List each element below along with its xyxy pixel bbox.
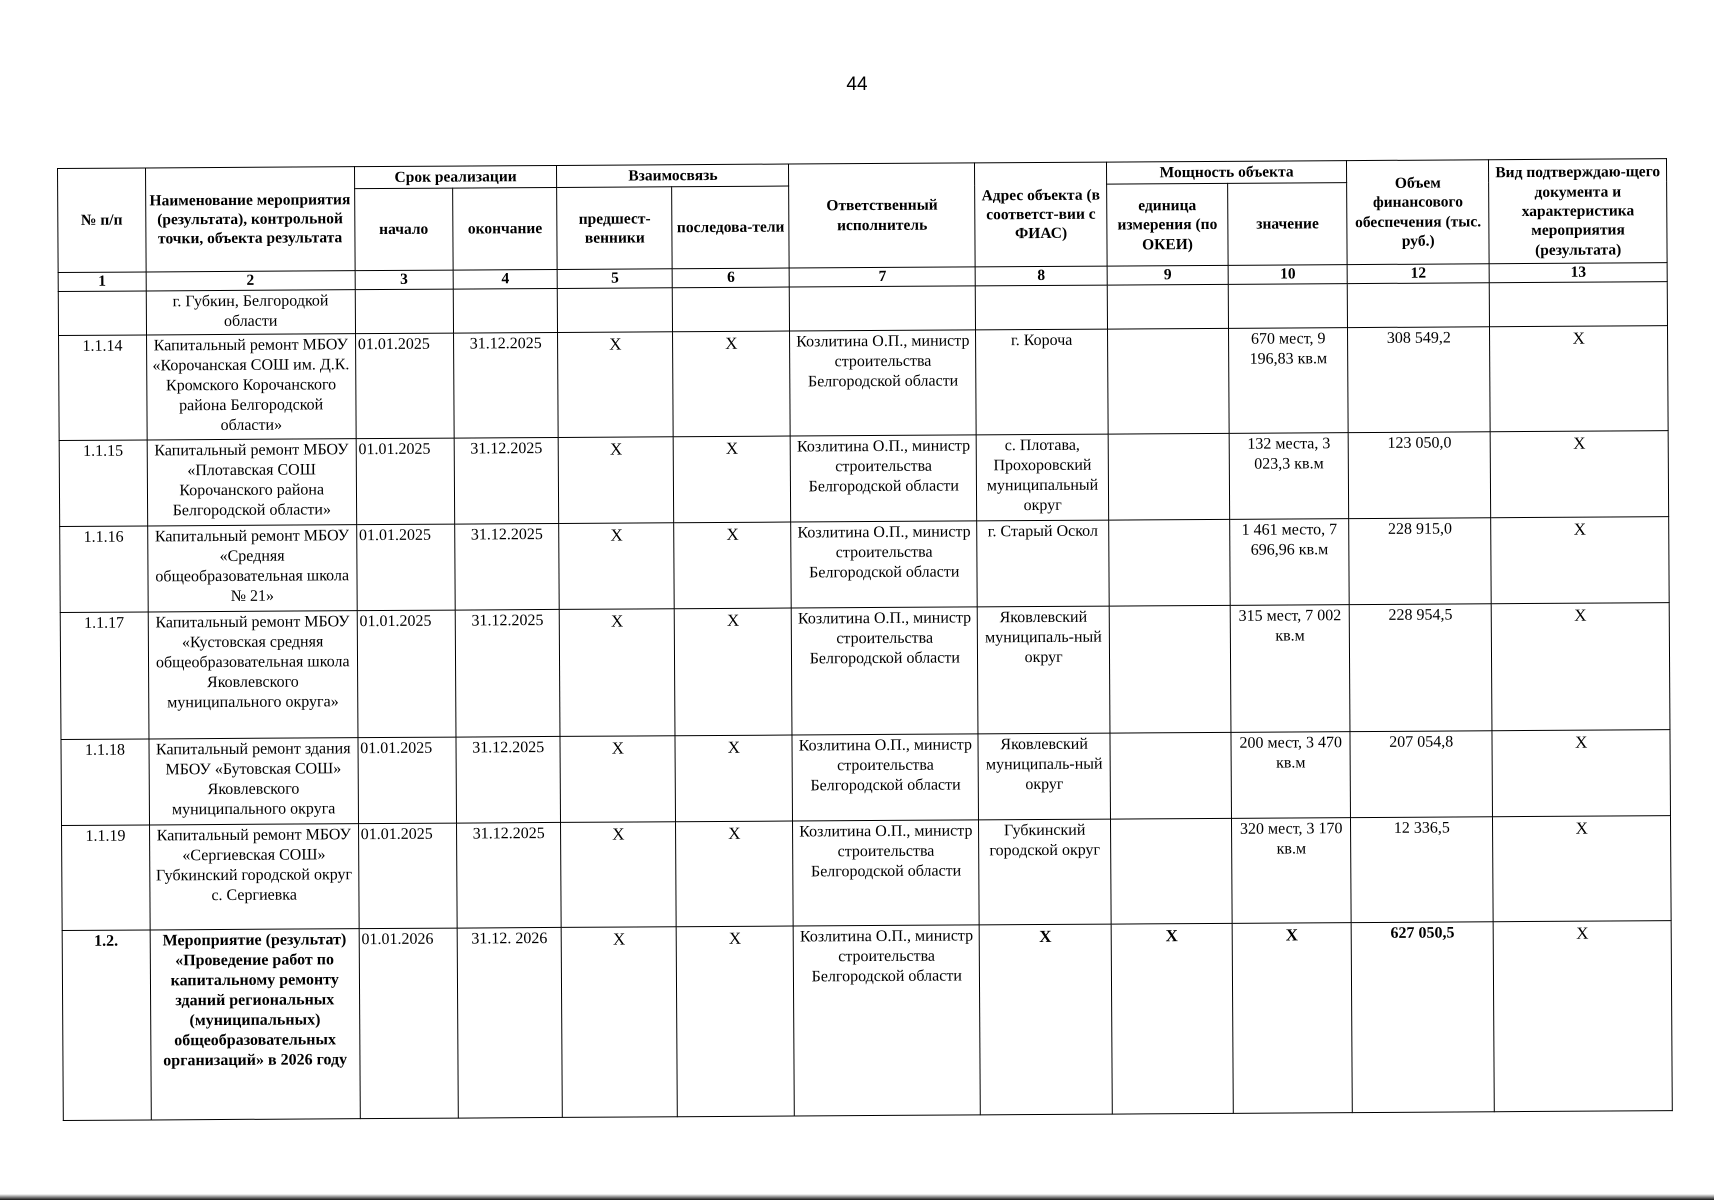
cell-end: 31.12.2025 xyxy=(455,524,560,611)
header-unit: единица измерения (по ОКЕИ) xyxy=(1107,184,1229,267)
header-term: Срок реализации xyxy=(354,165,557,189)
col-number: 9 xyxy=(1107,266,1228,286)
cell-end: 31.12.2025 xyxy=(453,333,558,439)
col-number: 13 xyxy=(1489,263,1667,283)
cell-doc: X xyxy=(1493,921,1672,1112)
col-number: 10 xyxy=(1228,265,1347,285)
cell-finance: 627 050,5 xyxy=(1351,922,1494,1113)
cell-unit xyxy=(1110,819,1232,925)
cell-finance: 207 054,8 xyxy=(1350,731,1493,818)
cell-doc: X xyxy=(1491,603,1669,731)
cell-resp: Козлитина О.П., министр строительства Белгородской области xyxy=(792,734,978,821)
cell-num: 1.1.18 xyxy=(61,739,149,826)
cell-succ: X xyxy=(674,522,792,609)
cell-addr: Губкинский городской округ xyxy=(979,819,1111,925)
header-name: Наименование мероприятия (результата), контрольной точки, объекта результата xyxy=(145,167,355,273)
events-table xyxy=(57,158,1673,1121)
cell-name: г. Губкин, Белгородкой области xyxy=(146,290,355,335)
cell-pred xyxy=(558,288,673,333)
cell-num: 1.2. xyxy=(62,930,151,1121)
cell-addr xyxy=(976,285,1108,330)
cell-start: 01.01.2025 xyxy=(356,438,455,525)
cell-start: 01.01.2025 xyxy=(358,823,457,929)
cell-name: Капитальный ремонт МБОУ «Плотавская СОШ Корочанского района Белгородской области» xyxy=(147,439,356,526)
cell-resp: Козлитина О.П., министр строительства Белгородской области xyxy=(793,820,980,926)
header-doc: Вид подтверждаю-щего документа и характеристика мероприятия (результата) xyxy=(1489,159,1667,264)
cell-start: 01.01.2025 xyxy=(357,610,456,738)
cell-finance xyxy=(1347,283,1489,328)
cell-doc: X xyxy=(1493,816,1671,922)
header-link: Взаимосвязь xyxy=(557,164,789,188)
cell-resp: Козлитина О.П., министр строительства Белгородской области xyxy=(790,435,976,522)
cell-finance: 12 336,5 xyxy=(1351,817,1494,923)
cell-name: Мероприятие (результат) «Проведение работ по капитальному ремонту зданий региональных (муниципальных) общеобразовательных организаций» в 2026 году xyxy=(150,929,360,1120)
cell-end: 31.12.2025 xyxy=(456,737,561,824)
cell-num: 1.1.19 xyxy=(62,825,150,931)
cell-addr: с. Плотава, Прохоровский муниципальный округ xyxy=(976,434,1108,521)
cell-resp: Козлитина О.П., министр строительства Белгородской области xyxy=(793,925,980,1116)
cell-resp: Козлитина О.П., министр строительства Белгородской области xyxy=(791,521,977,608)
header-start: начало xyxy=(354,188,453,271)
header-succ: последова-тели xyxy=(672,186,790,269)
cell-doc: X xyxy=(1490,326,1668,432)
cell-value: 320 мест, 3 170 кв.м xyxy=(1232,818,1352,924)
cell-pred: X xyxy=(561,822,677,928)
cell-unit xyxy=(1108,434,1230,521)
cell-unit xyxy=(1110,733,1232,820)
cell-unit xyxy=(1109,520,1231,607)
cell-resp: Козлитина О.П., министр строительства Белгородской области xyxy=(792,607,979,735)
cell-end: 31.12.2025 xyxy=(455,610,560,738)
cell-doc: X xyxy=(1491,517,1669,604)
cell-succ xyxy=(673,287,790,332)
cell-doc xyxy=(1490,282,1668,327)
cell-value xyxy=(1228,284,1347,329)
cell-end xyxy=(453,289,558,334)
cell-value: 315 мест, 7 002 кв.м xyxy=(1230,605,1350,733)
cell-finance: 308 549,2 xyxy=(1348,327,1491,433)
table-row xyxy=(60,603,1670,740)
col-number: 12 xyxy=(1347,264,1489,284)
col-number: 6 xyxy=(672,268,789,288)
col-number: 5 xyxy=(558,269,673,289)
cell-value: 1 461 место, 7 696,96 кв.м xyxy=(1230,519,1350,606)
col-number: 8 xyxy=(975,266,1107,286)
cell-succ: X xyxy=(676,821,794,927)
cell-num: 1.1.14 xyxy=(59,335,147,441)
cell-succ: X xyxy=(675,735,793,822)
cell-start: 01.01.2025 xyxy=(358,737,457,824)
cell-addr: X xyxy=(979,924,1112,1115)
cell-addr: г. Старый Оскол xyxy=(977,520,1109,607)
cell-name: Капитальный ремонт МБОУ «Средняя общеобразовательная школа № 21» xyxy=(147,525,356,612)
cell-unit xyxy=(1109,606,1231,734)
cell-doc: X xyxy=(1492,730,1670,817)
col-number: 4 xyxy=(453,270,558,289)
header-value: значение xyxy=(1228,183,1348,266)
cell-succ: X xyxy=(673,331,791,437)
col-number: 3 xyxy=(355,270,453,289)
scan-edge xyxy=(0,1194,1714,1200)
cell-end: 31.12.2025 xyxy=(454,438,559,525)
table-row xyxy=(59,431,1668,527)
table-row xyxy=(60,517,1669,613)
cell-doc: X xyxy=(1490,431,1668,518)
cell-pred: X xyxy=(558,332,674,438)
cell-pred: X xyxy=(560,736,675,823)
cell-name: Капитальный ремонт МБОУ «Сергиевская СОШ» Губкинский городской округ с. Сергиевка xyxy=(149,824,359,930)
col-number: 1 xyxy=(58,272,146,291)
cell-start: 01.01.2025 xyxy=(356,524,455,611)
cell-pred: X xyxy=(562,927,678,1118)
header-addr: Адрес объекта (в соответст-вии с ФИАС) xyxy=(975,162,1107,267)
cell-name: Капитальный ремонт МБОУ «Корочанская СОШ им. Д.К. Кромского Корочанского района Белгородской области» xyxy=(146,334,356,440)
cell-pred: X xyxy=(560,609,676,737)
cell-addr: г. Короча xyxy=(976,329,1108,435)
cell-resp xyxy=(790,286,976,331)
cell-unit: X xyxy=(1111,924,1233,1115)
table-row xyxy=(62,816,1672,931)
cell-resp: Козлитина О.П., министр строительства Белгородской области xyxy=(790,330,977,436)
cell-addr: Яковлевский муниципаль-ный округ xyxy=(978,733,1110,820)
table-row xyxy=(59,326,1669,441)
cell-finance: 228 954,5 xyxy=(1349,604,1492,732)
header-num: № п/п xyxy=(58,168,146,273)
cell-addr: Яковлевский муниципаль-ный округ xyxy=(977,606,1109,734)
header-capacity: Мощность объекта xyxy=(1106,161,1346,185)
cell-finance: 228 915,0 xyxy=(1349,518,1492,605)
page-number: 44 xyxy=(846,74,868,95)
header-resp: Ответственный исполнитель xyxy=(789,163,976,269)
cell-value: 670 мест, 9 196,83 кв.м xyxy=(1229,328,1349,434)
cell-succ: X xyxy=(675,608,793,736)
col-number: 7 xyxy=(789,267,975,287)
cell-finance: 123 050,0 xyxy=(1348,432,1491,519)
table-row xyxy=(62,921,1672,1121)
col-number: 2 xyxy=(146,271,355,291)
cell-num: 1.1.17 xyxy=(60,612,149,740)
cell-num xyxy=(58,291,146,336)
cell-pred: X xyxy=(559,437,674,524)
cell-name: Капитальный ремонт МБОУ «Кустовская средняя общеобразовательная школа Яковлевского муниципального округа» xyxy=(148,611,358,739)
cell-num: 1.1.16 xyxy=(60,526,148,613)
header-end: окончание xyxy=(453,188,558,271)
cell-value: X xyxy=(1232,923,1352,1114)
table-row xyxy=(61,730,1670,826)
cell-unit xyxy=(1107,329,1229,435)
cell-unit xyxy=(1107,285,1228,330)
cell-value: 200 мест, 3 470 кв.м xyxy=(1231,732,1351,819)
cell-value: 132 места, 3 023,3 кв.м xyxy=(1229,433,1349,520)
cell-succ: X xyxy=(673,436,791,523)
cell-end: 31.12.2025 xyxy=(456,823,561,929)
cell-start: 01.01.2025 xyxy=(355,333,454,439)
cell-pred: X xyxy=(559,523,674,610)
cell-end: 31.12. 2026 xyxy=(457,928,563,1119)
cell-num: 1.1.15 xyxy=(59,440,147,527)
cell-succ: X xyxy=(676,926,794,1117)
header-finance: Объем финансового обеспечения (тыс. руб.) xyxy=(1347,160,1490,265)
header-pred: предшест-венники xyxy=(557,187,672,270)
cell-start xyxy=(355,289,453,334)
cell-name: Капитальный ремонт здания МБОУ «Бутовская СОШ» Яковлевского муниципального округа xyxy=(149,738,358,825)
cell-start: 01.01.2026 xyxy=(359,928,458,1119)
